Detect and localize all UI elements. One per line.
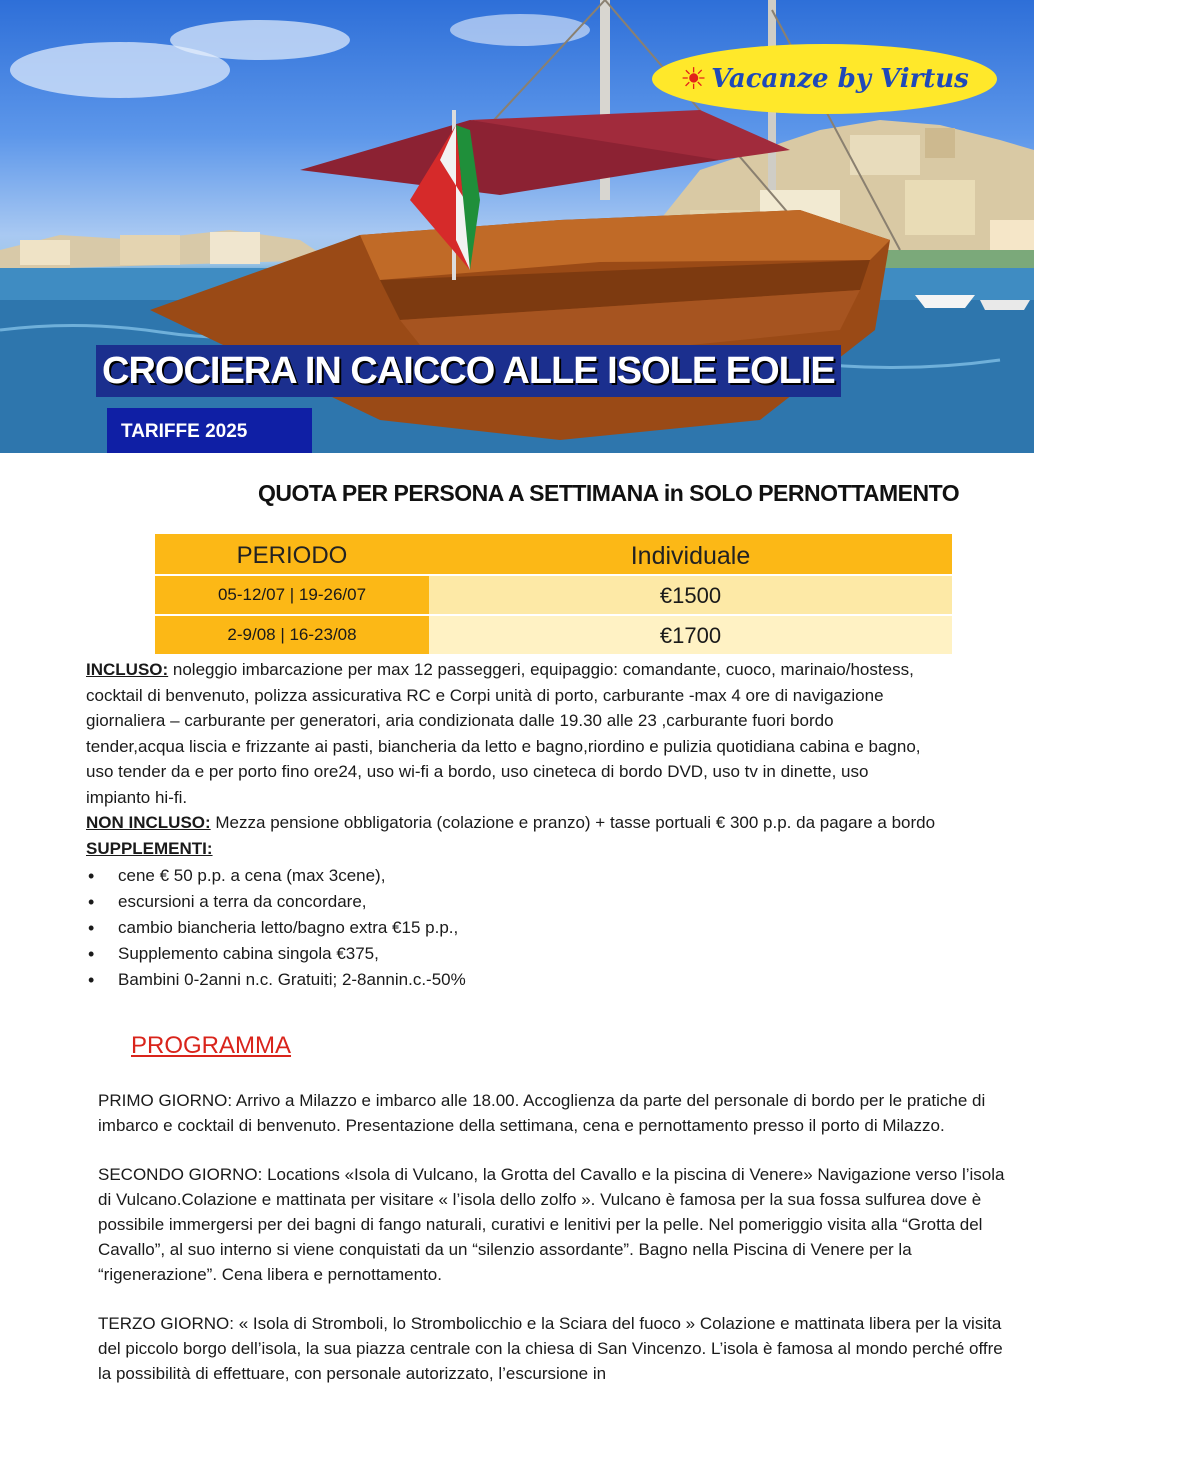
- header-periodo: PERIODO: [236, 542, 348, 569]
- page-title: CROCIERA IN CAICCO ALLE ISOLE EOLIE: [96, 345, 841, 397]
- price-table: [155, 534, 952, 654]
- non-incluso-text: Mezza pensione obbligatoria (colazione e pranzo) + tasse portuali € 300 p.p. da pagare a bordo: [210, 813, 936, 832]
- list-item: • Bambini 0-2anni n.c. Gratuiti; 2-8annin.c.-50%: [86, 967, 936, 993]
- incluso-paragraph: [86, 657, 936, 810]
- day-paragraph: SECONDO GIORNO: Locations «Isola di Vulcano, la Grotta del Cavallo e la piscina di Venere» Navigazione verso l’isola di Vulcano.Colazione e mattinata per visitare « l’isola dello zolfo ». Vulcano è famosa per la sua fossa sulfurea dove è possibile immergersi per dei bagni di fango naturali, curativi e lenitivi per la pelle. Nel pomeriggio visita alla “Grotta del Cavallo”, al suo interno si viene conquistati da un “silenzio assordante”. Bagno nella Piscina di Venere per la “rigenerazione”. Cena libera e pernottamento.: [98, 1165, 1005, 1284]
- list-item: • escursioni a terra da concordare,: [86, 889, 936, 915]
- supplementi-paragraph: [86, 836, 936, 862]
- logo-text: Vacanze by Virtus: [711, 64, 969, 94]
- non-incluso-label: NON INCLUSO:: [86, 813, 211, 832]
- table-row: [155, 576, 952, 614]
- day-paragraph: TERZO GIORNO: « Isola di Stromboli, lo Strombolicchio e la Sciara del fuoco » Colazione e mattinata libera per la visita del piccolo borgo dell’isola, la sua piazza centrale con la chiesa di San Vincenzo. L’isola è famosa al mondo perché offre la possibilità di effettuare, con personale autorizzato, l’escursione in: [98, 1314, 1003, 1383]
- details-section: [86, 657, 936, 993]
- supplementi-label: SUPPLEMENTI:: [86, 838, 213, 858]
- price-cell: €1700: [429, 616, 952, 654]
- vacanze-by-virtus-logo: [652, 44, 997, 114]
- supplementi-list: [86, 863, 936, 993]
- list-item: • Supplemento cabina singola €375,: [86, 941, 936, 967]
- programma-section: [98, 1088, 1013, 1410]
- incluso-text: noleggio imbarcazione per max 12 passeggeri, equipaggio: comandante, cuoco, marinaio/hostess, cocktail di benvenuto, polizza assicurativa RC e Corpi unità di porto, carburante -max 4 ore di navigazione giornaliera – carburante per generatori, aria condizionata dalle 19.30 alle 23 ,carburante fuori bordo tender,acqua liscia e frizzante ai pasti, biancheria da letto e bagno,riordino e pulizia quotidiana cabina e bagno, uso tender da e per porto fino ore24, uso wi-fi a bordo, uso cineteca di bordo DVD, uso tv in dinette, uso impianto hi-fi.: [86, 660, 921, 807]
- tariffe-badge: TARIFFE 2025: [107, 408, 312, 453]
- list-item: • cambio biancheria letto/bagno extra €15 p.p.,: [86, 915, 936, 941]
- period-cell: 2-9/08 | 16-23/08: [155, 616, 429, 654]
- table-row: [155, 616, 952, 654]
- header-individuale: Individuale: [630, 542, 751, 570]
- programma-heading: PROGRAMMA: [131, 1032, 292, 1059]
- hero-banner: [0, 0, 1034, 453]
- pricing-title: QUOTA PER PERSONA A SETTIMANA in SOLO PERNOTTAMENTO: [258, 480, 960, 506]
- sun-icon: ☀: [680, 61, 708, 97]
- list-item: • cene € 50 p.p. a cena (max 3cene),: [86, 863, 936, 889]
- table-header: [155, 534, 952, 574]
- incluso-label: INCLUSO:: [86, 660, 169, 679]
- day-paragraph: PRIMO GIORNO: Arrivo a Milazzo e imbarco alle 18.00. Accoglienza da parte del personale di bordo per le pratiche di imbarco e cocktail di benvenuto. Presentazione della settimana, cena e pernottamento presso il porto di Milazzo.: [98, 1091, 986, 1135]
- non-incluso-paragraph: [86, 810, 936, 836]
- price-cell: €1500: [429, 576, 952, 614]
- period-cell: 05-12/07 | 19-26/07: [155, 576, 429, 614]
